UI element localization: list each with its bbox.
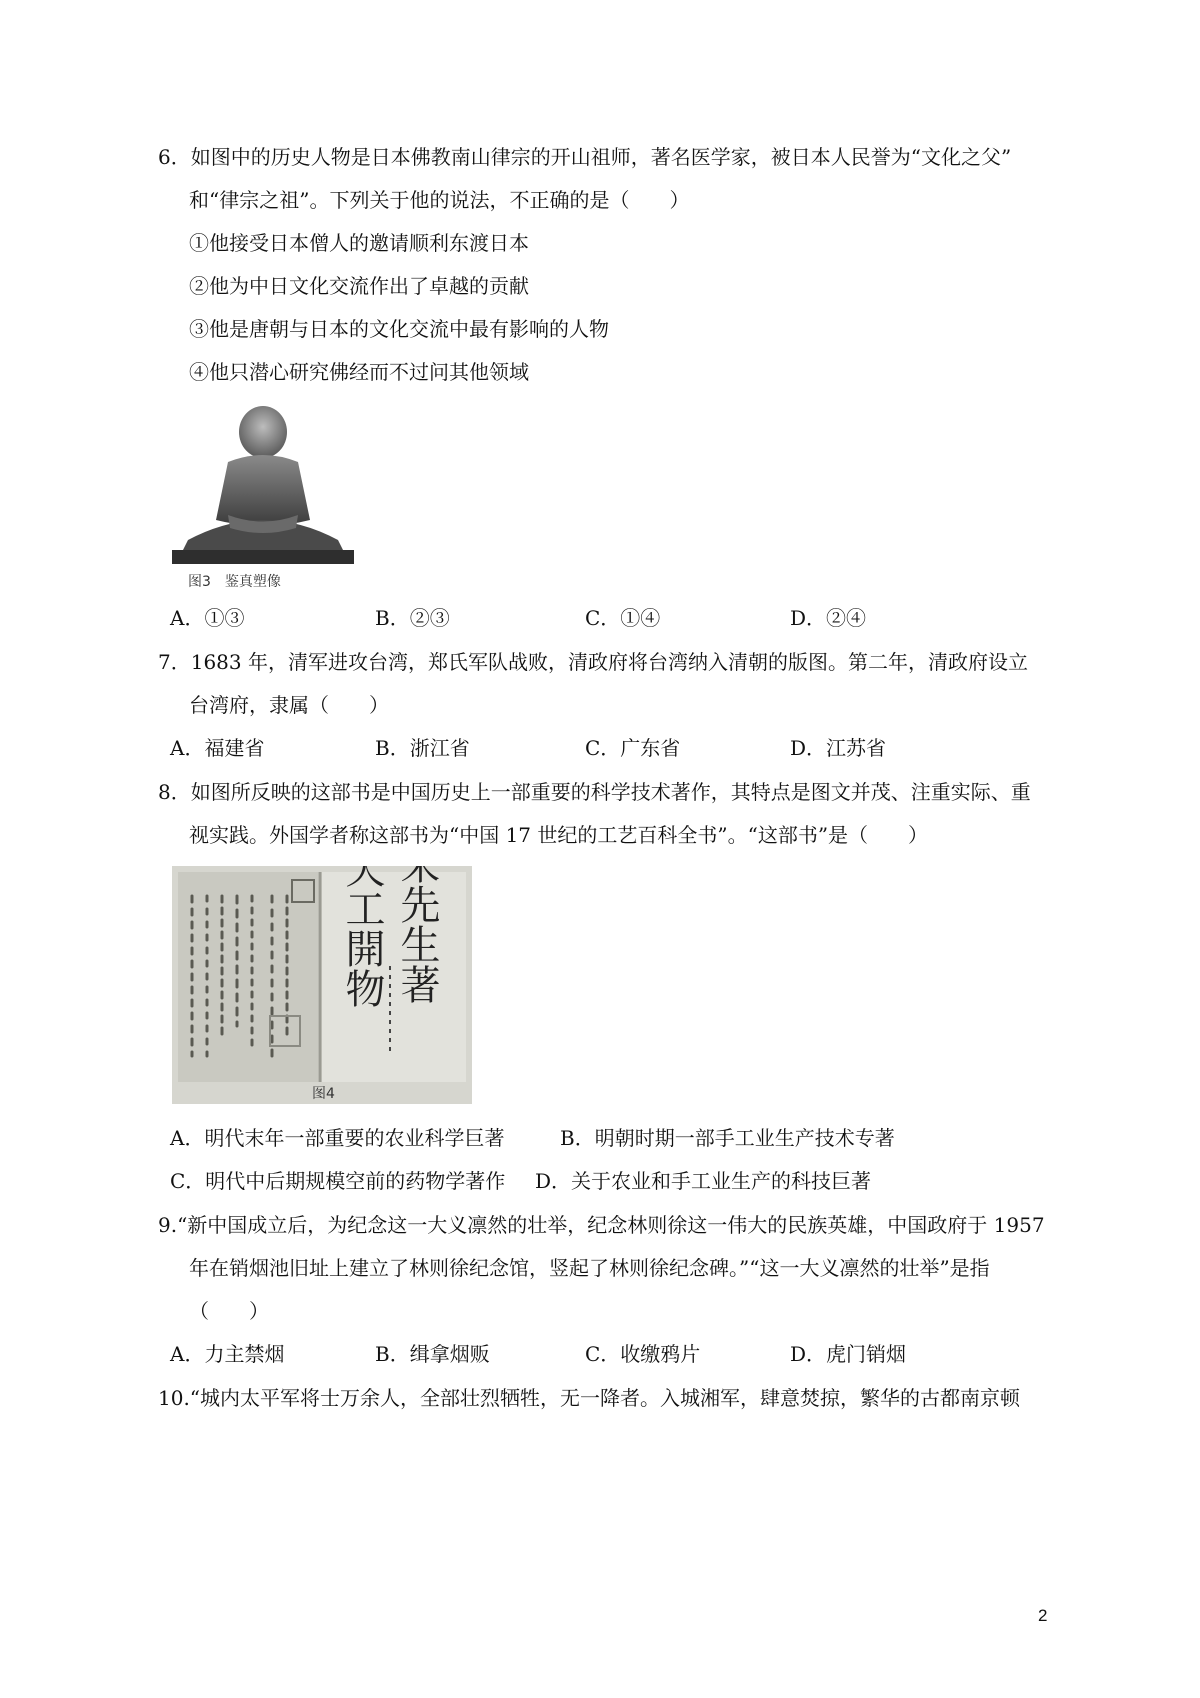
figure-3-caption: 图3 鉴真塑像 bbox=[188, 574, 281, 590]
q7-option-c: C．广东省 bbox=[585, 736, 681, 760]
q7-option-b: B．浙江省 bbox=[375, 736, 470, 760]
q7-option-a: A．福建省 bbox=[170, 736, 265, 760]
q8-option-a: A．明代末年一部重要的农业科学巨著 bbox=[170, 1126, 505, 1150]
q6-option-b: B．②③ bbox=[375, 606, 450, 630]
q6-option-a: A．①③ bbox=[170, 606, 245, 630]
q6-statement-1: ①他接受日本僧人的邀请顺利东渡日本 bbox=[189, 231, 529, 255]
q7-option-d: D．江苏省 bbox=[790, 736, 887, 760]
page-number: 2 bbox=[1038, 1606, 1048, 1625]
q8-option-d: D．关于农业和手工业生产的科技巨著 bbox=[535, 1169, 872, 1193]
q9-line-3: （ ） bbox=[189, 1299, 269, 1323]
tiangong-kaiwu-figure bbox=[172, 866, 472, 1104]
q7-line-1: 7．1683 年，清军进攻台湾，郑氏军队战败，清政府将台湾纳入清朝的版图。第二年，清政府设立 bbox=[158, 650, 1028, 674]
q9-option-a: A．力主禁烟 bbox=[170, 1342, 285, 1366]
book-title-vertical: 天工開物 bbox=[339, 866, 385, 1008]
q6-option-d: D．②④ bbox=[790, 606, 867, 630]
q9-option-c: C．收缴鸦片 bbox=[585, 1342, 701, 1366]
q9-option-d: D．虎门销烟 bbox=[790, 1342, 907, 1366]
statue-image bbox=[168, 400, 358, 600]
q6-statement-2: ②他为中日文化交流作出了卓越的贡献 bbox=[189, 274, 529, 298]
q9-line-2: 年在销烟池旧址上建立了林则徐纪念馆，竖起了林则徐纪念碑。”“这一大义凛然的壮举”是指 bbox=[189, 1256, 990, 1280]
q9-line-1: 9.“新中国成立后，为纪念这一大义凛然的壮举，纪念林则徐这一伟大的民族英雄，中国政府于 1957 bbox=[158, 1213, 1045, 1237]
q6-statement-3: ③他是唐朝与日本的文化交流中最有影响的人物 bbox=[189, 317, 609, 341]
q8-option-c: C．明代中后期规模空前的药物学著作 bbox=[170, 1169, 506, 1193]
q7-line-2: 台湾府，隶属（ ） bbox=[189, 693, 389, 717]
q10-line-1: 10.“城内太平军将士万余人，全部壮烈牺牲，无一降者。入城湘军，肆意焚掠，繁华的古都南京顿 bbox=[158, 1386, 1021, 1410]
figure-4-caption: 图4 bbox=[312, 1086, 335, 1102]
q9-option-b: B．缉拿烟贩 bbox=[375, 1342, 490, 1366]
book-cover-image bbox=[172, 866, 472, 1104]
q6-option-c: C．①④ bbox=[585, 606, 661, 630]
q6-line-1: 6．如图中的历史人物是日本佛教南山律宗的开山祖师，著名医学家，被日本人民誉为“文化之父” bbox=[158, 145, 1012, 169]
jianzhen-statue-figure bbox=[168, 400, 358, 600]
q6-statement-4: ④他只潜心研究佛经而不过问其他领域 bbox=[189, 360, 529, 384]
q8-line-1: 8．如图所反映的这部书是中国历史上一部重要的科学技术著作，其特点是图文并茂、注重实际、重 bbox=[158, 780, 1031, 804]
q6-line-2: 和“律宗之祖”。下列关于他的说法，不正确的是（ ） bbox=[189, 188, 690, 212]
q8-option-b: B．明朝时期一部手工业生产技术专著 bbox=[560, 1126, 895, 1150]
q8-line-2: 视实践。外国学者称这部书为“中国 17 世纪的工艺百科全书”。“这部书”是（ ） bbox=[189, 823, 929, 847]
book-author-vertical: 宋先生著 bbox=[394, 866, 440, 1004]
